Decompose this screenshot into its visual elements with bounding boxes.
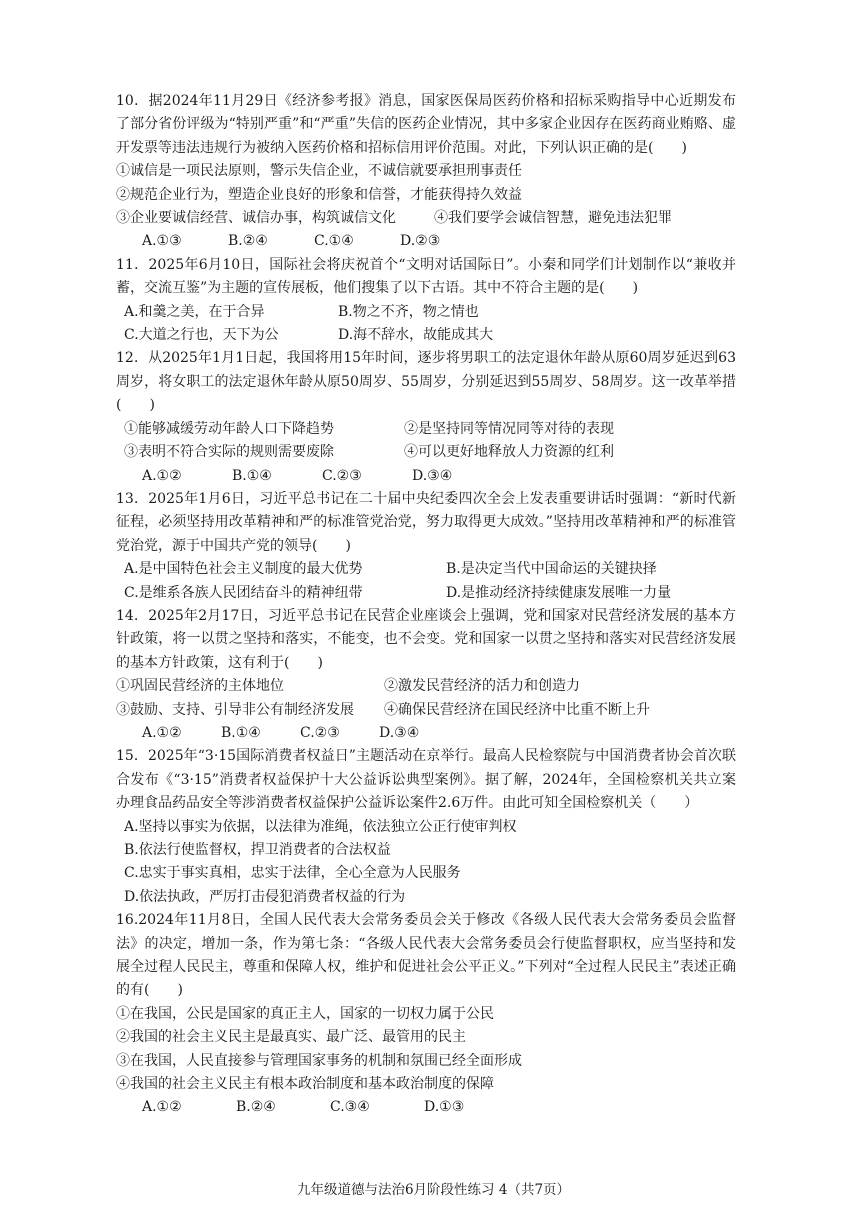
q13-options-ab bbox=[116, 558, 736, 581]
q12-statement-1: ①能够减缓劳动年龄人口下降趋势 bbox=[124, 420, 334, 437]
q12-option-b[interactable]: B.①④ bbox=[232, 467, 272, 484]
q13-stem: 13．2025年1月6日，习近平总书记在二十届中央纪委四次全会上发表重要讲话时强调：“新时代新征程，必须坚持用改革精神和严的标准管党治党，努力取得更大成效。”坚持用改革精神和严的标准管党治党，源于中国共产党的领导( ) bbox=[116, 490, 736, 554]
q14-option-c[interactable]: C.②③ bbox=[300, 724, 340, 741]
q16-options bbox=[116, 1096, 736, 1119]
q14-statement-3: ③鼓励、支持、引导非公有制经济发展 bbox=[116, 701, 354, 718]
q14-option-a[interactable]: A.①② bbox=[142, 724, 182, 741]
q11-option-d[interactable]: D.海不辞水，故能成其大 bbox=[338, 327, 494, 344]
q13-option-d[interactable]: D.是推动经济持续健康发展唯一力量 bbox=[446, 584, 672, 601]
q10-stem: 10．据2024年11月29日《经济参考报》消息，国家医保局医药价格和招标采购指导中心近期发布了部分省份评级为“特别严重”和“严重”失信的医药企业情况，其中多家企业因存在医药商业贿赂、虚开发票等违法违规行为被纳入医药价格和招标信用评价范围。对此，下列认识正确的是( ) bbox=[116, 93, 736, 156]
q16-option-a[interactable]: A.①② bbox=[142, 1099, 182, 1116]
question-list bbox=[116, 90, 736, 1120]
q13-option-a[interactable]: A.是中国特色社会主义制度的最大优势 bbox=[124, 561, 363, 578]
q12-statement-4: ④可以更好地释放人力资源的红利 bbox=[404, 444, 614, 461]
q16-option-b[interactable]: B.②④ bbox=[236, 1099, 276, 1116]
q15-option-c[interactable]: C.忠实于事实真相，忠实于法律，全心全意为人民服务 bbox=[124, 865, 461, 882]
q10-option-d[interactable]: D.②③ bbox=[400, 233, 441, 250]
q12-statement-3: ③表明不符合实际的规则需要废除 bbox=[124, 444, 334, 461]
q14-option-b[interactable]: B.①④ bbox=[221, 724, 261, 741]
q11-stem: 11．2025年6月10日，国际社会将庆祝首个“文明对话国际日”。小秦和同学们计划制作以“兼收并蓄，交流互鉴”为主题的宣传展板，他们搜集了以下古语。其中不符合主题的是( ) bbox=[116, 256, 736, 297]
q12-stem: 12．从2025年1月1日起，我国将用15年时间，逐步将男职工的法定退休年龄从原60周岁延迟到63周岁，将女职工的法定退休年龄从原50周岁、55周岁，分别延迟到55周岁、58周岁。这一改革举措( ) bbox=[116, 350, 736, 414]
q14-statement-1: ①巩固民营经济的主体地位 bbox=[116, 678, 284, 695]
q10-option-c[interactable]: C.①④ bbox=[314, 233, 354, 250]
q12-options bbox=[116, 465, 736, 488]
q14-stem: 14．2025年2月17日，习近平总书记在民营企业座谈会上强调，党和国家对民营经济发展的基本方针政策，将一以贯之坚持和落实，不能变，也不会变。党和国家一以贯之坚持和落实对民营经济发展的基本方针政策，这有利于( ) bbox=[116, 607, 736, 671]
q10-options bbox=[116, 230, 736, 253]
q16-statement-2: ②我国的社会主义民主是最真实、最广泛、最管用的民主 bbox=[116, 1029, 466, 1046]
q14-statements-1-2 bbox=[116, 675, 736, 698]
q15-stem: 15．2025年“3·15国际消费者权益日”主题活动在京举行。最高人民检察院与中国消费者协会首次联合发布《“3·15”消费者权益保护十大公益诉讼典型案例》。据了解，2024年，全国检察机关共立案办理食品药品安全等涉消费者权益保护公益诉讼案件2.6万件。由此可知全国检察机关（ ） bbox=[116, 748, 736, 812]
q10-statement-4: ④我们要学会诚信智慧，避免违法犯罪 bbox=[434, 210, 672, 227]
q12-statements-3-4 bbox=[116, 441, 736, 464]
q12-statements-1-2 bbox=[116, 418, 736, 441]
q14-option-d[interactable]: D.③④ bbox=[379, 724, 420, 741]
q16-statement-1: ①在我国，公民是国家的真正主人，国家的一切权力属于公民 bbox=[116, 1005, 494, 1022]
q13-options-cd bbox=[116, 582, 736, 605]
q13-option-b[interactable]: B.是决定当代中国命运的关键抉择 bbox=[446, 561, 657, 578]
q10-statement-1: ①诚信是一项民法原则，警示失信企业，不诚信就要承担刑事责任 bbox=[116, 163, 522, 180]
q10-statement-3: ③企业要诚信经营、诚信办事，构筑诚信文化 bbox=[116, 210, 396, 227]
q10-statements-3-4 bbox=[116, 207, 736, 230]
q15-option-a[interactable]: A.坚持以事实为依据，以法律为准绳，依法独立公正行使审判权 bbox=[124, 818, 517, 835]
q10-option-b[interactable]: B.②④ bbox=[228, 233, 268, 250]
page-footer: 九年级道德与法治6月阶段性练习 4（共7页） bbox=[296, 1182, 571, 1198]
q16-stem: 16.2024年11月8日，全国人民代表大会常务委员会关于修改《各级人民代表大会常务委员会监督法》的决定，增加一条，作为第七条：“各级人民代表大会常务委员会行使监督职权，应当坚持和发展全过程人民民主，尊重和保障人权，维护和促进社会公平正义。”下列对“全过程人民民主”表述正确的有( ) bbox=[116, 912, 736, 999]
q14-options bbox=[116, 722, 736, 745]
q16-option-c[interactable]: C.③④ bbox=[330, 1099, 370, 1116]
q16-option-d[interactable]: D.①③ bbox=[424, 1099, 465, 1116]
q14-statement-4: ④确保民营经济在国民经济中比重不断上升 bbox=[384, 701, 650, 718]
q12-option-c[interactable]: C.②③ bbox=[322, 467, 362, 484]
q13-option-c[interactable]: C.是维系各族人民团结奋斗的精神纽带 bbox=[124, 584, 363, 601]
q12-option-a[interactable]: A.①② bbox=[142, 467, 182, 484]
q10-option-a[interactable]: A.①③ bbox=[142, 233, 182, 250]
q11-option-a[interactable]: A.和羹之美，在于合异 bbox=[124, 303, 265, 320]
q12-option-d[interactable]: D.③④ bbox=[412, 467, 453, 484]
q14-statement-2: ②激发民营经济的活力和创造力 bbox=[384, 678, 580, 695]
q16-statement-3: ③在我国，人民直接参与管理国家事务的机制和氛围已经全面形成 bbox=[116, 1052, 522, 1069]
q12-statement-2: ②是坚持同等情况同等对待的表现 bbox=[404, 420, 614, 437]
q15-option-b[interactable]: B.依法行使监督权，捍卫消费者的合法权益 bbox=[124, 842, 391, 858]
q10-statement-2: ②规范企业行为，塑造企业良好的形象和信誉，才能获得持久效益 bbox=[116, 186, 522, 203]
q11-options-ab bbox=[116, 301, 736, 324]
q11-option-b[interactable]: B.物之不齐，物之情也 bbox=[338, 303, 479, 320]
q11-options-cd bbox=[116, 324, 736, 347]
q15-option-d[interactable]: D.依法执政，严厉打击侵犯消费者权益的行为 bbox=[124, 888, 406, 905]
q16-statement-4: ④我国的社会主义民主有根本政治制度和基本政治制度的保障 bbox=[116, 1076, 494, 1093]
q11-option-c[interactable]: C.大道之行也，天下为公 bbox=[124, 327, 279, 344]
q14-statements-3-4 bbox=[116, 699, 736, 722]
